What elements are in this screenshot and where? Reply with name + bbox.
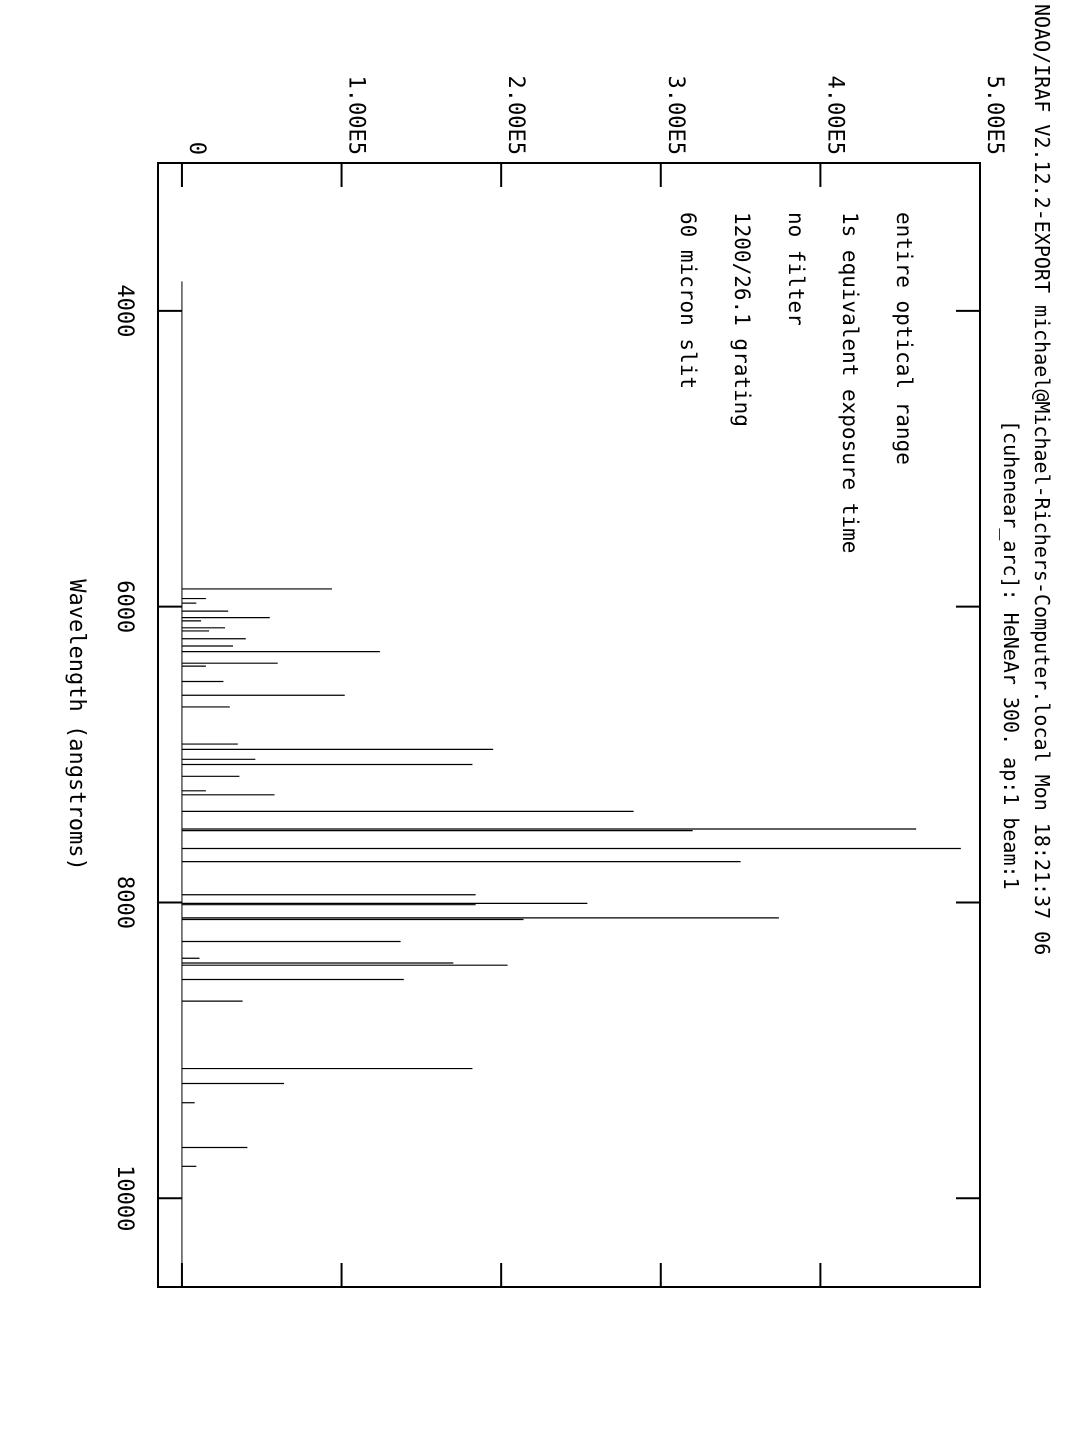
annotation-slit: 60 micron slit	[676, 212, 700, 390]
header-line-1: NOAO/IRAF V2.12.2-EXPORT michael@Michael-Richers-Computer.local Mon 18:21:37 06	[1030, 4, 1054, 956]
intensity-tick-label: 5.00E5	[982, 75, 1007, 155]
annotation-exposure: 1s equivalent exposure time	[838, 212, 862, 554]
wavelength-tick-label: 6000	[112, 580, 137, 634]
intensity-tick-label: 4.00E5	[822, 75, 848, 155]
intensity-tick-label: 1.00E5	[343, 75, 369, 155]
x-axis-label: Wavelength (angstroms)	[64, 579, 89, 871]
annotation-filter: no filter	[784, 212, 808, 326]
annotation-grating: 1200/26.1 grating	[730, 212, 754, 427]
axis-ticks	[112, 76, 1007, 1287]
wavelength-tick-label: 4000	[112, 284, 137, 338]
annotation-range: entire optical range	[892, 212, 916, 465]
intensity-tick-label: 3.00E5	[662, 75, 688, 155]
intensity-tick-label: 0	[183, 141, 209, 155]
intensity-tick-label: 2.00E5	[503, 75, 529, 155]
wavelength-tick-label: 10000	[112, 1165, 137, 1232]
wavelength-tick-label: 8000	[112, 875, 137, 929]
header-line-2: [cuhenear_arc]: HeNeAr 300. ap:1 beam:1	[999, 420, 1023, 890]
